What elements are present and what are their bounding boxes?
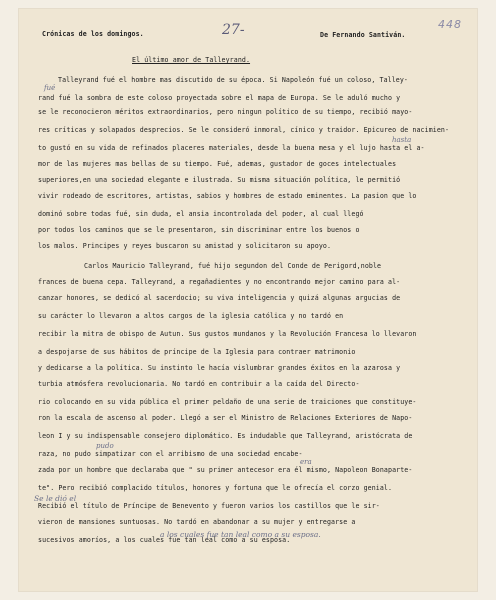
text-line-9: dominó sobre todas fué, sin duda, el ansia incontrolada del poder, al cual llegó xyxy=(38,210,364,218)
handwritten-note-pudo: pudo xyxy=(96,442,114,450)
text-line-6: mor de las mujeres mas bellas de su tiempo. Fué, ademas, gustador de goces intelectuales xyxy=(38,160,397,168)
text-line-15: su carácter lo llevaron a altos cargos de la iglesia católica y no tardó en xyxy=(38,312,344,320)
text-line-23: raza, no pudo simpatizar con el arribismo de una sociedad encabe- xyxy=(38,450,303,458)
text-line-11: los malos. Principes y reyes buscaron su amistad y solicitaron su apoyo. xyxy=(38,242,332,250)
text-line-16: recibir la mitra de obispo de Autun. Sus gustos mundanos y la Revolución Francesa lo llevaron xyxy=(38,330,417,338)
text-line-10: por todos los caminos que se le presentaron, sin discriminar entre los buenos o xyxy=(38,226,360,234)
text-line-7: superiores,en una sociedad elegante e ilustrada. Su misma situación política, le permitió xyxy=(38,176,401,184)
text-line-1: Talleyrand fué el hombre mas discutido de su época. Si Napoleón fué un coloso, Talley- xyxy=(58,76,408,84)
text-line-26: Recibió el título de Príncipe de Benevento y fueron varios los castillos que le sir- xyxy=(38,502,380,510)
handwritten-note-fue: fué xyxy=(44,84,56,92)
header-left: Crónicas de los domingos. xyxy=(42,30,144,38)
text-line-13: frances de buena cepa. Talleyrand, a regañadientes y no encontrando mejor camino para al- xyxy=(38,278,401,286)
text-line-12: Carlos Mauricio Talleyrand, fué hijo segundon del Conde de Perigord,noble xyxy=(84,262,382,270)
text-line-14: canzar honores, se dedicó al sacerdocio; su viva inteligencia y quizá algunas argucias de xyxy=(38,294,401,302)
text-line-27: vieron de mansiones suntuosas. No tardó en abandonar a su mujer y entregarse a xyxy=(38,518,356,526)
text-line-19: turbia atmósfera revolucionaria. No tardó en contribuir a la caída del Directo- xyxy=(38,380,360,388)
text-line-17: a despojarse de sus hábitos de príncipe de la Iglesia para contraer matrimonio xyxy=(38,348,356,356)
handwritten-note-hasta: hasta xyxy=(392,136,412,144)
text-line-18: y dedicarse a la política. Su instinto le hacía vislumbrar grandes éxitos en la azarosa y xyxy=(38,364,401,372)
text-line-28: sucesivos amoríos, a los cuales fue tan leal como a su esposa. xyxy=(38,536,291,544)
text-line-20: rio colocando en su vida pública el primer peldaño de una serie de traiciones que constituye- xyxy=(38,398,417,406)
header-right: De Fernando Santiván. xyxy=(320,31,406,39)
text-line-8: vivir rodeado de escritores, artistas, sabios y hombres de estado eminentes. La pasion que lo xyxy=(38,192,417,200)
handwritten-note-bottom: a los cuales fue tan leal como a su esposa. xyxy=(160,530,321,539)
text-line-21: ron la escala de ascenso al poder. Llegó a ser el Ministro de Relaciones Exteriores de Napo- xyxy=(38,414,413,422)
text-line-4: res críticas y solapados desprecios. Se le consideró inmoral, cínico y traidor. Epicureo de nacimien- xyxy=(38,126,450,134)
text-line-5: to gustó en su vida de refinados placeres materiales, desde la buena mesa y el lujo hasta el a- xyxy=(38,144,425,152)
handwritten-note-se-le-dio: Se le dió el xyxy=(34,494,77,503)
page-number: 27- xyxy=(222,22,245,38)
document-title: El último amor de Talleyrand. xyxy=(132,56,251,64)
text-line-24: zada por un hombre que declaraba que " su primer antecesor era él mismo, Napoleon Bonaparte- xyxy=(38,466,413,474)
text-line-22: leon I y su indispensable consejero diplomático. Es indudable que Talleyrand, aristócrata de xyxy=(38,432,413,440)
handwritten-note-era: era xyxy=(300,458,312,466)
archive-stamp: 448 xyxy=(438,18,462,31)
text-line-2: rand fué la sombra de este coloso proyectada sobre el mapa de Europa. Se le aduló mucho y xyxy=(38,94,401,102)
text-line-3: se le reconocieron méritos extraordinarios, pero ningun político de su tiempo, recibió mayo- xyxy=(38,108,413,116)
text-line-25: te". Pero recibió complacido títulos, honores y fortuna que le ofrecía el corzo genial. xyxy=(38,484,393,492)
